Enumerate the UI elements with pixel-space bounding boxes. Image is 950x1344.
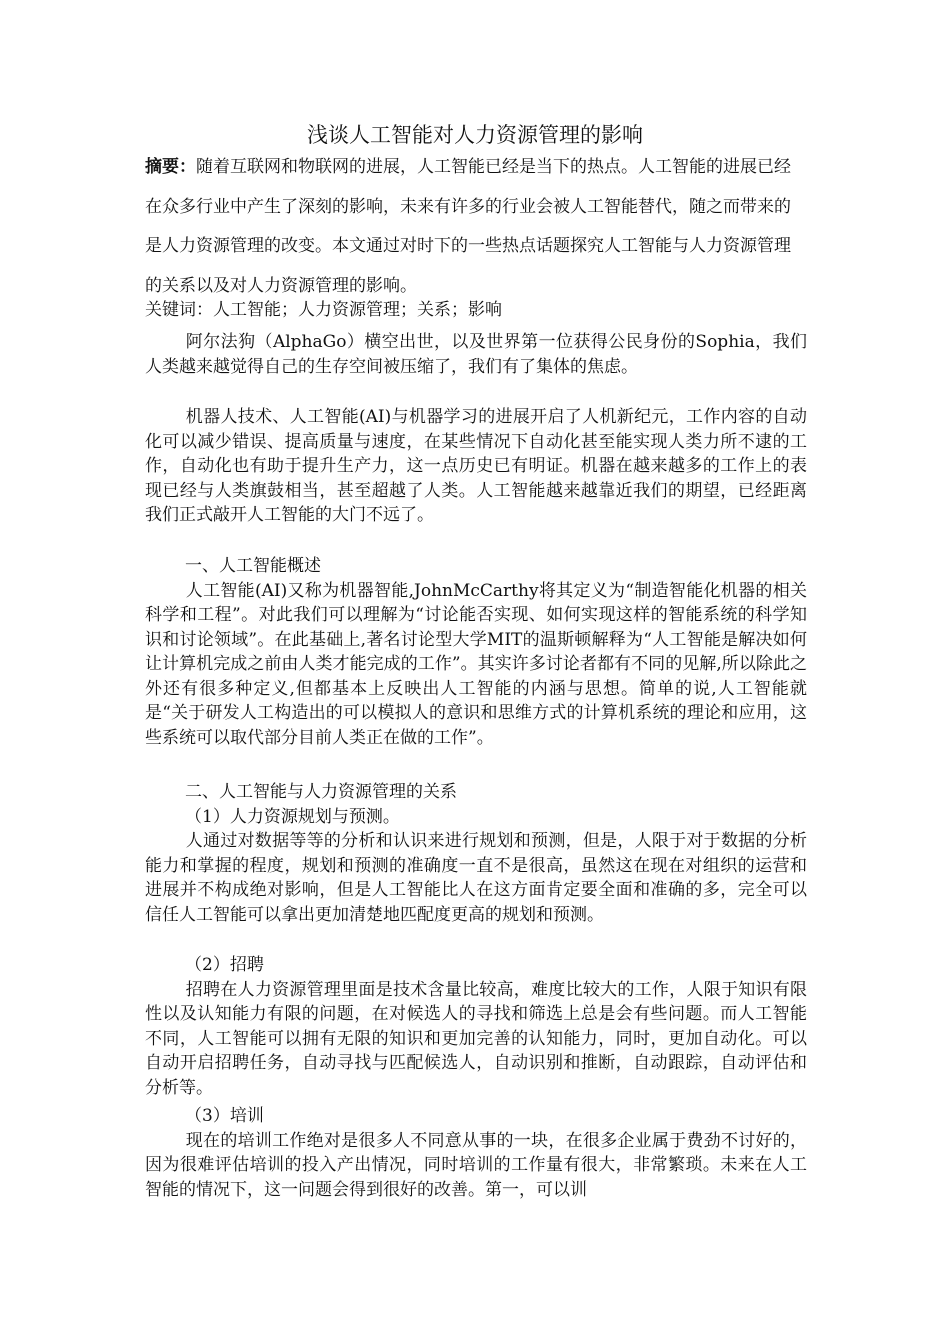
intro-paragraph: [145, 330, 807, 379]
intro-paragraph-2: 机器人技术、人工智能(AI)与机器学习的进展开启了人机新纪元，工作内容的自动化可以减少错误、提高质量与速度，在某些情况下自动化甚至能实现人类力所不逮的工作，自动化也有助于提升生产力，这一点历史已有明证。机器在越来越多的工作上的表现已经与人类旗鼓相当，甚至超越了人类。人工智能越来越靠近我们的期望，已经距离我们正式敲开人工智能的大门不远了。: [145, 407, 807, 525]
keywords: 关键词：人工智能；人力资源管理；关系；影响: [145, 300, 502, 320]
section-1-heading: 一、人工智能概述: [185, 556, 321, 576]
subsection-2-text: 招聘在人力资源管理里面是技术含量比较高，难度比较大的工作，人限于知识有限性以及认知能力有限的问题，在对候选人的寻找和筛选上总是会有些问题。而人工智能不同，人工智能可以拥有无限的知识和更加完善的认知能力，同时，更加自动化。可以自动开启招聘任务，自动寻找与匹配候选人，自动识别和推断，自动跟踪，自动评估和分析等。: [145, 979, 807, 1098]
section-2: [145, 780, 807, 927]
abstract-label: 摘要：: [145, 157, 196, 177]
section-1-text: 人工智能(AI)又称为机器智能,JohnMcCarthy将其定义为“制造智能化机器的相关科学和工程”。对此我们可以理解为“讨论能否实现、如何实现这样的智能系统的科学知识和讨论领域”。在此基础上,著名讨论型大学MIT的温斯顿解释为“人工智能是解决如何让计算机完成之前由人类才能完成的工作”。其实许多讨论者都有不同的见解,所以除此之外还有很多种定义,但都基本上反映出人工智能的内涵与思想。简单的说,人工智能就是“关于研发人工构造出的可以模拟人的意识和思维方式的计算机系统的理论和应用，这些系统可以取代部分目前人类正在做的工作”。: [145, 580, 807, 748]
section-1: [145, 554, 807, 750]
section-2-heading: 二、人工智能与人力资源管理的关系: [185, 782, 457, 802]
intro-paragraph-1: 阿尔法狗（AlphaGo）横空出世，以及世界第一位获得公民身份的Sophia，我们人类越来越觉得自己的生存空间被压缩了，我们有了集体的焦虑。: [145, 332, 807, 377]
subsection-2-heading: （2）招聘: [185, 955, 264, 975]
paper-title: 浅谈人工智能对人力资源管理的影响: [307, 123, 643, 147]
intro-paragraph: [145, 405, 807, 528]
subsection-1-heading: （1）人力资源规划与预测。: [185, 806, 400, 827]
subsection-1-text: 人通过对数据等等的分析和认识来进行规划和预测，但是，人限于对于数据的分析能力和掌握的程度，规划和预测的准确度一直不是很高，虽然这在现在对组织的运营和进展并不构成绝对影响，但是人工智能比人在这方面肯定要全面和准确的多，完全可以信任人工智能可以拿出更加清楚地匹配度更高的规划和预测。: [145, 831, 807, 925]
subsection-3: [145, 1104, 807, 1202]
abstract-text: 随着互联网和物联网的进展，人工智能已经是当下的热点。人工智能的进展已经在众多行业中产生了深刻的影响，未来有许多的行业会被人工智能替代，随之而带来的是人力资源管理的改变。本文通过对时下的一些热点话题探究人工智能与人力资源管理的关系以及对人力资源管理的影响。: [145, 157, 791, 296]
subsection-3-text: 现在的培训工作绝对是很多人不同意从事的一块，在很多企业属于费劲不讨好的，因为很难评估培训的投入产出情况，同时培训的工作量有很大，非常繁琐。未来在人工智能的情况下，这一问题会得到很好的改善。第一，可以训: [145, 1130, 807, 1200]
subsection-3-heading: （3）培训: [185, 1106, 264, 1126]
abstract: [145, 148, 807, 306]
subsection-2: [145, 953, 807, 1100]
